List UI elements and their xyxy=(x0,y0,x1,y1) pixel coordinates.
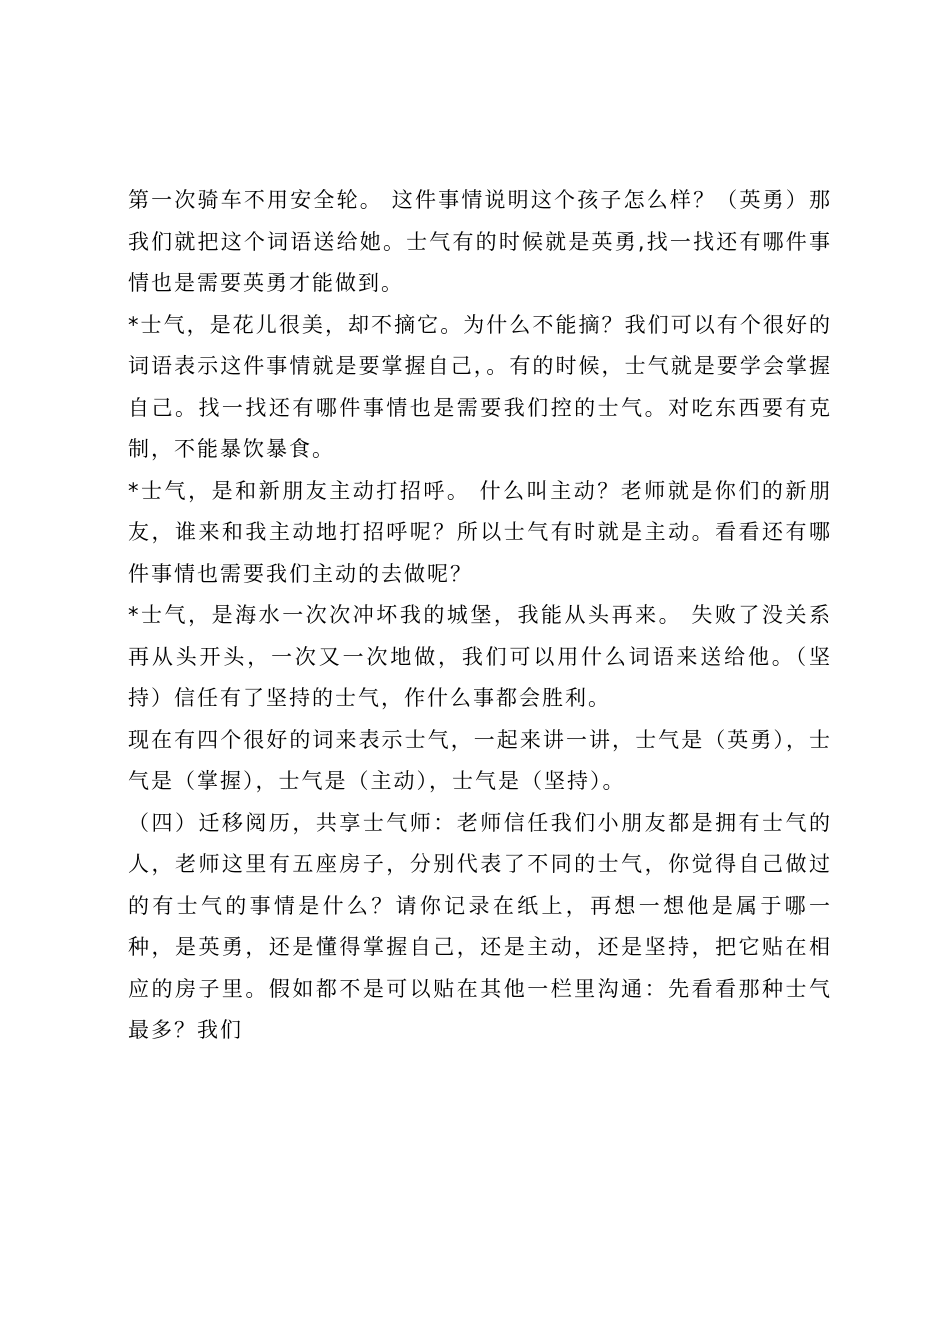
paragraph-1: 第一次骑车不用安全轮。 这件事情说明这个孩子怎么样？（英勇）那我们就把这个词语送给她。士气有的时候就是英勇,找一找还有哪件事情也是需要英勇才能做到。 xyxy=(128,188,832,295)
paragraph-2: *士气，是花儿很美，却不摘它。为什么不能摘？我们可以有个很好的词语表示这件事情就是要掌握自己，。有的时候，士气就是要学会掌握自己。找一找还有哪件事情也是需要我们控的士气。对吃东西要有克制，不能暴饮暴食。 xyxy=(128,312,832,461)
paragraph-6: （四）迁移阅历，共享士气师：老师信任我们小朋友都是拥有士气的人，老师这里有五座房子，分别代表了不同的士气，你觉得自己做过的有士气的事情是什么？请你记录在纸上，再想一想他是属于哪一种，是英勇，还是懂得掌握自己，还是主动，还是坚持，把它贴在相应的房子里。假如都不是可以贴在其他一栏里沟通：先看看那种士气最多？我们 xyxy=(128,810,832,1042)
paragraph-5: 现在有四个很好的词来表示士气，一起来讲一讲，士气是（英勇），士气是（掌握），士气是（主动），士气是（坚持）。 xyxy=(128,727,832,793)
paragraph-3: *士气，是和新朋友主动打招呼。 什么叫主动？老师就是你们的新朋友，谁来和我主动地打招呼呢？所以士气有时就是主动。看看还有哪件事情也需要我们主动的去做呢？ xyxy=(128,478,832,586)
document-page xyxy=(128,180,832,1052)
paragraph-4: *士气，是海水一次次冲坏我的城堡，我能从头再来。 失败了没关系再从头开头，一次又一次地做，我们可以用什么词语来送给他。（坚持）信任有了坚持的士气，作什么事都会胜利。 xyxy=(128,603,832,710)
